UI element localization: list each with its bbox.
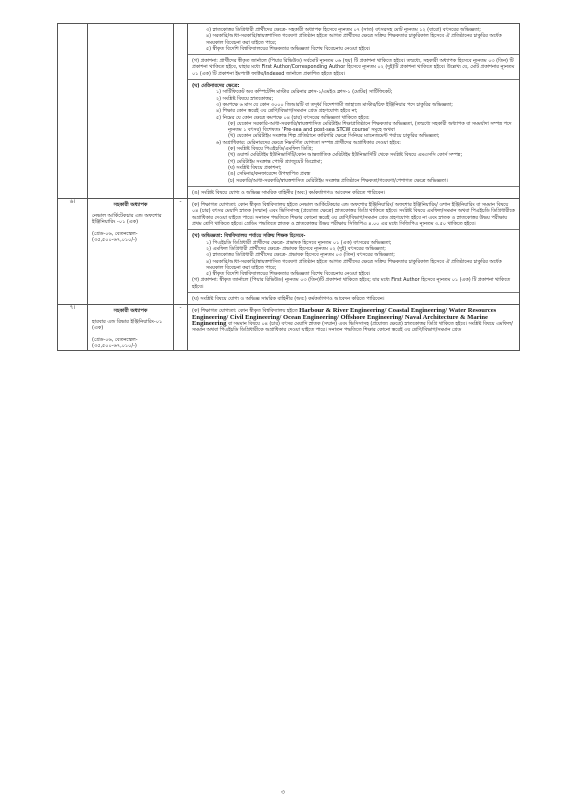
list-item: (চ) সরকারি/আধা-সরকারি/স্বায়ত্তশাসিত মেরিটাইম সংক্রান্ত প্রতিষ্ঠানে শিক্ষকতা/গবেষণা/পেশাগত ক্ষেত্রে অভিজ্ঞতা। (228, 177, 448, 184)
post-cell (88, 305, 174, 351)
list-item: ১) পিএইচডি ডিগ্রিধারী প্রার্থীদের ক্ষেত্রে- প্রভাষক হিসেবে ন্যূনতম ০১ (এক) বৎসরের অভিজ্ঞতা; (206, 239, 392, 246)
qualification-cell (188, 199, 520, 305)
post-title: সহকারী অধ্যাপক (113, 308, 148, 315)
education-text: (ক) শিক্ষাগত যোগ্যতা: কোন স্বীকৃত বিশ্ববিদ্যালয় হইতে নেভাল আর্কিটেকচার এন্ড অফশোর ইঞ্জিনিয়ারিং/ অফশোর ইঞ্জিনিয়ারিং/ ওশান ইঞ্জিনিয়ারিং বা সমমান বিষয়ে ০৪ (চার) বৎসর মেয়াদি স্নাতক (সম্মান) এবং ভিসিসাসহ (প্রযোজ্য ক্ষেত্রে) স্নাতকোত্তর ডিগ্রি থাকিতে হইবে। সংশ্লিষ্ট বিষয়ে এমফিল/সমমান অথবা পিএইচডি ডিগ্রিধারীকে অগ্রাধিকার দেওয়া যাইতে পারে। সনাতন পদ্ধতিতে শিক্ষার কোনো স্তরেই ৩য় শ্রেণি/বিভাগ/সমমান গ্রেড গ্রহণযোগ্য হইবে না এবং স্নাতক ও স্নাতকোত্তর উভয় পরীক্ষায় প্রথম শ্রেণি থাকিতে হইবে। গ্রেডিং পদ্ধতিতে স্নাতক ও স্নাতকোত্তর উভয় পরীক্ষায় সিজিপিএ ৪.০০ এর মধ্যে সিজিপিএ ন্যূনতম ৩.৫০ থাকিতে হইবে। (192, 202, 515, 228)
list-item: ২) সংশ্লিষ্ট বিষয়ে স্নাতকোত্তর; (216, 95, 274, 102)
dash-cell: - (174, 199, 188, 305)
education-intro: (ক) শিক্ষাগত যোগ্যতা: কোন স্বীকৃত বিশ্ববিদ্যালয় হইতে (192, 308, 300, 315)
list-item: (ঘ) সংশ্লিষ্ট বিষয়ে প্রকাশনা; (228, 164, 282, 171)
list-item: ৩) কমপক্ষে ৬ মাস যে কোন ৩০০০ জিআরটি বা তদূর্ধ্ব বিদেশগামী জাহাজে মাস্টার/চিফ ইঞ্জিনিয়ার পদে চাকুরির অভিজ্ঞতা; (216, 101, 453, 108)
grade-scale: (গ্রেড-০৬, বেতনস্কেল- (৩৫,৫০০-৬৭,০১০/-) (92, 336, 138, 349)
list-item: (ক) যেকোন সরকারি-আধা-সরকারি/স্বায়ত্তশাসিত মেরিটাইম শিক্ষাপ্রতিষ্ঠানে শিক্ষকতার অভিজ্ঞতা, (তন্মধ্যে সহকারী অধ্যাপক বা সমমর্যাদা সম্পন্ন পদে ন্যূনতম ১ বৎসর) বিশেষতঃ 'Pre-sea and post-sea STCW course' সমূহে অথবা (228, 120, 512, 134)
experience-section (188, 230, 519, 293)
experience-section (188, 24, 519, 55)
serial-cell (58, 24, 88, 199)
list-item: ৫) স্বীকৃত বিদেশি বিশ্ববিদ্যালয়ের শিক্ষকতার অভিজ্ঞতা বিশেষ বিবেচনায় নেওয়া হইবে। (206, 45, 371, 52)
education-details: বা সমমান বিষয়ে ০৪ (চার) বৎসর মেয়াদি স্নাতক (সম্মান) এবং ভিসিসাসহ (প্রযোজ্য ক্ষেত্রে) স্নাতকোত্তর ডিগ্রি থাকিতে হইবে। সংশ্লিষ্ট বিষয়ে এমফিল/সমমান অথবা পিএইচডি ডিগ্রিধারীকে অগ্রাধিকার দেওয়া যাইতে পারে। সনাতন পদ্ধতিতে শিক্ষার কোনো স্তরেই ৩য় শ্রেণি/বিভাগ/সমমান গ্রেড (192, 320, 513, 334)
list-item: ২) এমফিল ডিগ্রিধারী প্রার্থীদের ক্ষেত্রে- প্রভাষক হিসেবে ন্যূনতম ০২ (দুই) বৎসরের অভিজ্ঞতা; (206, 245, 386, 252)
list-item: ৫) নিম্নের যে কোন ক্ষেত্রে কমপক্ষে ০৪ (চার) বৎসরের অভিজ্ঞতা থাকিতে হইবে: (216, 114, 370, 121)
list-item: ৩) স্নাতকোত্তর ডিগ্রিধারী প্রার্থীদের ক্ষেত্রে- সহকারী অধ্যাপক হিসেবে ন্যূনতম ০৭ (সাত) বৎসরসহ মোট ন্যূনতম ১২ (বারো) বৎসরের অভিজ্ঞতা; (206, 27, 481, 33)
list-item: (ক) সংশ্লিষ্ট বিষয়ে পিএইচডি/এমফিল ডিগ্রি; (228, 146, 314, 153)
dash-cell: - (174, 305, 188, 351)
page-number: ৩ (281, 789, 285, 796)
list-item: ৪) সরকারি/আধা-সরকারি/স্বায়ত্তশাসিত গবেষণা প্রতিষ্ঠান হইতে আগত প্রার্থীদের ক্ষেত্রে সক্রিয় শিক্ষকতার চাকুরিকাল হিসেবে ঐ প্রতিষ্ঠানের চাকুরির অর্ধেক সময়কাল বিবেচনা করা যাইতে পারে; (206, 33, 502, 46)
post-title: সহকারী অধ্যাপক (113, 202, 148, 209)
qualification-cell (188, 305, 520, 351)
list-item: ৬) অগ্রাধিকার: মেরিনারদের ক্ষেত্রে নিম্নবর্ণিত যোগ্যতা সম্পন্ন প্রার্থীদের অগ্রাধিকার দেওয়া হইবে: (216, 139, 401, 146)
subject-list: Harbour & River Engineering/ Coastal Engineering/ Water Resources Engineering/ Civil Engineering/ Ocean Engineering/ Offshore Engineering/ Naval Architecture & Marine Engineering (192, 307, 497, 327)
section-title: (খ) অভিজ্ঞতা: বিশ্ববিদ্যালয় পর্যায়ে সক্রিয় শিক্ষক হিসেবে- (192, 233, 306, 240)
post-cell (88, 199, 174, 305)
education-text (192, 308, 515, 333)
education-section (188, 199, 519, 230)
grade-scale: (গ্রেড-০৬, বেতনস্কেল- (৩৫,৫০০-৬৭,০১০/-) (92, 230, 138, 243)
table-row (58, 199, 520, 305)
list-item: (খ) ওয়ার্ল্ড মেরিটাইম ইউনিভার্সিটি/কোন আন্তর্জাতিক মেরিটাইম ইউনিভার্সিটি থেকে সংশ্লিষ্ট বিষয়ে এমএসসি কোর্স সম্পন্ন; (228, 152, 463, 159)
list-item: (খ) যেকোন মেরিটাইম সংক্রান্ত শিল্প প্রতিষ্ঠানে কারিগরি ক্ষেত্রে সিনিয়র ম্যানেজমেন্ট পর্যায়ে চাকুরির অভিজ্ঞতা; (228, 133, 440, 140)
section-title: (ঘ) মেরিনারদের ক্ষেত্রে: (192, 83, 240, 90)
department-name: হারবার এন্ড রিভার ইঞ্জিনিয়ারিং-০১ (এক) (92, 319, 163, 332)
recruitment-table (57, 23, 520, 351)
department-name: নেভাল আর্কিটেকচার এন্ড অফশোর ইঞ্জিনিয়ারিং -০১ (এক) (92, 213, 162, 226)
table-row (58, 305, 520, 351)
list-item: ৩) স্নাতকোত্তর ডিগ্রিধারী প্রার্থীদের ক্ষেত্রে- প্রভাষক হিসেবে ন্যূনতম ০৩ (তিন) বৎসরের অভিজ্ঞতা; (206, 252, 395, 259)
list-item: ৪) সরকারি/আধা-সরকারি/স্বায়ত্তশাসিত গবেষণা প্রতিষ্ঠান হইতে আগত প্রার্থীদের ক্ষেত্রে সক্রিয় শিক্ষকতার চাকুরিকাল হিসেবে ঐ প্রতিষ্ঠানের চাকুরির অর্ধেক সময়কাল বিবেচনা করা যাইতে পারে; (206, 258, 502, 271)
list-item: ১) সার্টিফিকেট অব কম্পিটেন্সি মাস্টার মেরিনার ক্লাস-১/এমইও ক্লাস-১ (মোটর) সার্টিফিকেট; (216, 89, 393, 96)
list-item: (গ) মেরিটাইম সংক্রান্ত পোস্ট গ্র্যাজুয়েট ডিপ্লোমা; (228, 158, 323, 165)
note-section (188, 293, 519, 304)
list-item: ৪) শিক্ষার কোন স্তরেই ৩য় শ্রেণি/বিভাগ/সমমান গ্রেড গ্রহণযোগ্য হইবে না; (216, 108, 358, 115)
publication-text: (গ) প্রকাশনা: স্বীকৃত জার্নালে (পিয়ার রিভিউড) ন্যূনতম ০৩ (তিন)টি প্রকাশনা থাকিতে হইবে; যার মধ্যে First Author হিসেবে ন্যূনতম ০১ (এক) টি প্রকাশনা থাকিতে হইবে। (192, 277, 511, 290)
post-cell (88, 24, 174, 199)
mariners-section (188, 80, 519, 187)
publication-section (188, 55, 519, 80)
dash-cell (174, 24, 188, 199)
note-text: (ঘ) সংশ্লিষ্ট বিষয়ে যোগ্য ও অভিজ্ঞ সামরিক বাহিনীর (অব:) কর্মকর্তাগণও আবেদন করিতে পারিবেন। (192, 295, 385, 302)
publication-text: (গ) প্রকাশনা: প্রার্থীদের স্বীকৃত জার্নালে (পিয়ার রিভিউড) সর্বমোট ন্যূনতম ০৬ (ছয়) টি প্রকাশনা থাকিতে হইবে। তন্মধ্যে, সহকারী অধ্যাপক হিসেবে ন্যূনতম ০৩ (তিন) টি প্রকাশনা থাকিতে হইবে, যাহার মধ্যে First Author/Corresponding Author হিসেবে ন্যূনতম ০২ (দুই)টি প্রকাশনা থাকিতে হইবে। উল্লেখ্য যে, মোট প্রকাশনার ন্যূনতম ০১ (এক) টি প্রকাশনা ইমপ্যাক্ট ফ্যাক্টর/Indexed জার্নালে প্রকাশিত হইতে হইবে। (192, 58, 515, 77)
list-item: ৫) স্বীকৃত বিদেশি বিশ্ববিদ্যালয়ের শিক্ষকতার অভিজ্ঞতা বিশেষ বিবেচনায় নেওয়া হইবে। (206, 271, 371, 278)
note-text: (ঙ) সংশ্লিষ্ট বিষয়ে যোগ্য ও অভিজ্ঞ সামরিক বাহিনীর (অব:) কর্মকর্তাগণও আবেদন করিতে পারিবেন। (192, 189, 386, 196)
serial-cell: ৬। (58, 199, 88, 305)
list-item: (ঙ) সেমিনার/কনফারেন্সে উপস্থাপিত প্রবন্ধ (228, 171, 311, 178)
note-section (188, 187, 519, 198)
table-row (58, 24, 520, 199)
education-section (188, 305, 519, 335)
serial-cell: ৭। (58, 305, 88, 351)
qualification-cell (188, 24, 520, 199)
